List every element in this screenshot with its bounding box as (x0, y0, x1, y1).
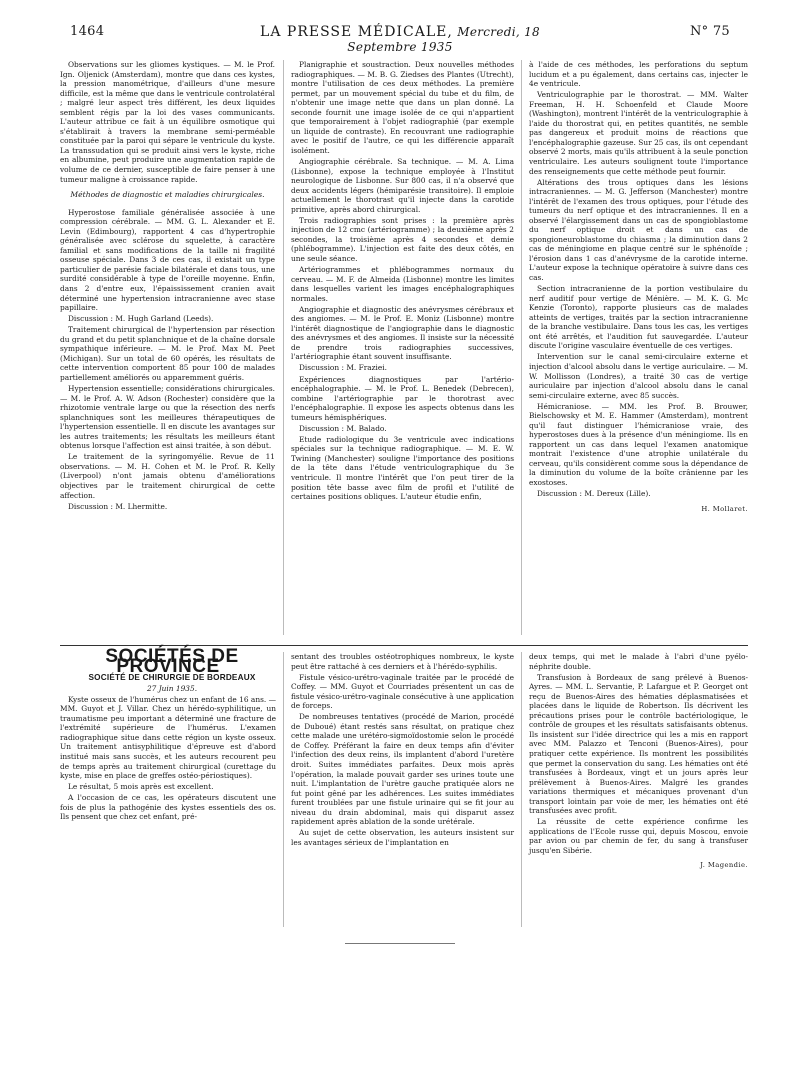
session-date: 27 Juin 1935. (146, 683, 198, 693)
discussion-line: Discussion : M. Lhermitte. (68, 501, 168, 511)
discussion-line: Discussion : M. Hugh Garland (Leeds). (68, 314, 214, 324)
article-angiographie: Angiographie cérébrale. Sa technique. — M. A. Lima (Lisbonne), expose la technique employée à l'Institut neurologique de Lisbonne. Sur 800 cas, il n'a observé que deux accidents légers (hémiparésie transitoire). Il emploie actuellement le thorotrast qu'il injecte dans la carotide primitive, après abord chirurgical. (291, 156, 514, 214)
article-hyperostose: Hyperostose familiale généralisée associée à une compression cérébrale. — MM. G. L. Alexander et E. Levin (Edimbourg), rapportent 4 cas d'hypertrophie généralisée avec sclérose du squelette, à caractère familial et sans modifications de la taille ni fragilité osseuse spéciale. Dans 3 de ces cas, il existait un type particulier de parésie faciale bilatérale et dans tous, une surdité considérable à type de l'oreille moyenne. Enfin, dans 2 d'entre eux, l'épaississement cranien avait déterminé une hypertension intracranienne avec stase papillaire. (60, 207, 275, 313)
discussion-line: Discussion : M. Balado. (299, 423, 387, 433)
article-planigraphie: Planigraphie et soustraction. Deux nouvelles méthodes radiographiques. — M. B. G. Ziedses des Plantes (Utrecht), montre l'utilisation de ces deux méthodes. La première permet, par un mouvement spécial du tube et du film, de n'obtenir une image nette que dans un plan donné. La seconde fournit une image isolée de ce qui n'appartient que temporairement à l'objet radiographié (par exemple un liquide de contraste). En recouvrant une radiographie avec le positif de l'autre, ce qui les différencie apparaît isolément. (291, 60, 514, 155)
article-transfusion-cont: La réussite de cette expérience confirme les applications de l'Ecole russe qui, depuis Moscou, envoie par avion ou par chemin de fer, du sang à transfuser jusqu'en Sibérie. (529, 817, 748, 855)
article-result: Le résultat, 5 mois après est excellent. (68, 782, 214, 792)
end-rule (345, 943, 455, 944)
article-meniere: Section intracranienne de la portion vestibulaire du nerf auditif pour vertige de Ménière. — M. K. G. Mc Kenzie (Toronto), rapporte plusieurs cas de malades atteints de vertiges, traités par la section intracranienne de la branche vestibulaire. Dans tous les cas, les vertiges ont été arrêtés, et l'audition fut sauvegardée. L'auteur discute l'origine vasculaire éventuelle de ces vertiges. (529, 284, 748, 351)
article-syringomyelie: Le traitement de la syringomyélie. Revue de 11 observations. — M. H. Cohen et M. le Prof. R. Kelly (Liverpool) n'ont jamais obtenu d'améliorations objectives par le traitement chirurgical de cette affection. (60, 452, 275, 500)
article-fistule: Fistule vésico-urétro-vaginale traitée par le procédé de Coffey. — MM. Guyot et Courriades présentent un cas de fistule vésico-urétro-vaginale consécutive à une application de forceps. (291, 672, 514, 711)
author-signature: H. Mollaret. (701, 504, 748, 513)
article-3e-ventricule: Etude radiologique du 3e ventricule avec indications spéciales sur la technique radiographique. — M. E. W. Twining (Manchester) souligne l'importance des positions de la tête dans l'étude ventriculographique du 3e ventricule. Il montre l'intérêt que l'on peut tirer de la position tête basse avec film de profil et l'utilité de certaines positions obliques. L'auteur étudie enfin, (291, 434, 514, 502)
article-fistule-note: Au sujet de cette observation, les auteurs insistent sur les avantages sérieux de l'implantation en (291, 828, 514, 847)
discussion-line: Discussion : M. Fraziei. (299, 363, 388, 373)
column-5 (291, 652, 514, 849)
article-splanchnique: Traitement chirurgical de l'hypertension par résection du grand et du petit splanchnique et de la chaîne dorsale sympathique inférieure. — M. le Prof. Max M. Peet (Michigan). Sur un total de 60 opérés, les résultats de cette intervention comportent 85 pour 100 de malades partiellement améliorés ou apparemment guéris. (60, 325, 275, 382)
running-head (70, 24, 730, 54)
article-gliomes: Observations sur les gliomes kystiques. — M. le Prof. Ign. Oljenick (Amsterdam), montre que dans ces kystes, la pression manométrique, d'ailleurs d'une mesure difficile, est la même que dans le ventricule controlatéral ; malgré leur aspect très différent, les deux liquides semblent régis par la loi des vases communicants. L'auteur attribue ce fait à un équilibre osmotique qui s'établirait à travers la membrane semi-perméable constituée par la paroi qui sépare le ventricule du kyste. La transsudation qui se produit ainsi vers le kyste, riche en albumine, peut produire une augmentation rapide de volume de ce dernier, susceptible de faire penser à une tumeur maligne à croissance rapide. (60, 60, 275, 184)
article-anevrysmes: Angiographie et diagnostic des anévrysmes cérébraux et des angiomes. — M. le Prof. E. Moniz (Lisbonne) montre l'intérêt diagnostique de l'angiographie dans le diagnostic des anévrysmes et des angiomes. Il insiste sur la nécessité de prendre trois radiographies successives, l'artériographie étant souvent insuffisante. (291, 304, 514, 362)
journal-name: LA PRESSE MÉDICALE, (260, 24, 453, 40)
section-title: SOCIÉTÉS DE PROVINCE (105, 646, 239, 677)
issue-number: N° 75 (689, 24, 730, 39)
society-name: SOCIÉTÉ DE CHIRURGIE DE BORDEAUX (88, 672, 256, 682)
column-1 (60, 60, 275, 513)
author-signature: J. Magendie. (700, 861, 748, 870)
column-divider (521, 60, 522, 635)
article-continuation: sentant des troubles ostéotrophiques nombreux, le kyste peut être rattaché à ces derniers et à l'hérédo-syphilis. (291, 652, 514, 671)
column-divider (283, 652, 284, 927)
article-continuation: deux temps, qui met le malade à l'abri d'une pyélo-néphrite double. (529, 652, 748, 671)
article-thorostrat: Ventriculographie par le thorostrat. — MM. Walter Freeman, H. H. Schoenfeld et Claude Moore (Washington), montrent l'intérêt de la ventriculographie à l'aide du thorostrat qui, en petites quantités, ne semble pas dangereux et produit moins de réactions que l'encéphalographie gazeuse. Sur 25 cas, ils ont cependant observé 2 morts, mais qu'ils attribuent à la seule ponction ventriculaire. Les auteurs soulignent toute l'importance des renseignements que cette méthode peut fournir. (529, 90, 748, 176)
article-hemicraniose: Hémicraniose. — MM. les Prof. B. Brouwer, Bielschowsky et M. E. Hammer (Amsterdam), montrent qu'il faut distinguer l'hémicraniose vraie, des hyperostoses dues à la présence d'un méningiome. Ils en rapportent un cas dans lequel l'examen anatomique montrait l'existence d'une atrophie unilatérale du cerveau, qu'ils considèrent comme sous la dépendance de la diminution du volume de la boîte crânienne par les exostoses. (529, 401, 748, 488)
subsection-heading: Méthodes de diagnostic et maladies chirurgicales. (70, 190, 265, 200)
column-2 (291, 60, 514, 503)
article-pathogenie: A l'occasion de ce cas, les opérateurs discutent une fois de plus la pathogénie des kystes essentiels des os. Ils pensent que chez cet enfant, pré- (60, 793, 276, 822)
article-arteriogrammes: Artériogrammes et phlébogrammes normaux du cerveau. — M. F. de Almeida (Lisbonne) montre les limites dans lesquelles varient les images encéphalographiques normales. (291, 264, 514, 303)
column-3 (529, 60, 748, 516)
article-trous-optiques: Altérations des trous optiques dans les lésions intracraniennes. — M. G. Jefferson (Manchester) montre l'intérêt de l'examen des trous optiques, pour l'étude des tumeurs du nerf optique et des intracraniennes. Il en a observé l'élargissement dans un cas de spongioblastome du nerf optique droit et dans un cas de spongioneuroblastome du chiasma ; la diminution dans 2 cas de méningiome en plaque centré sur le sphénoïde ; l'érosion dans 1 cas d'anévrysme de la carotide interne. L'auteur expose la technique opératoire à suivre dans ces cas. (529, 177, 748, 283)
article-kyste-osseux: Kyste osseux de l'humérus chez un enfant de 16 ans. — MM. Guyot et J. Villar. Chez un hérédo-syphilitique, un traumatisme peu important a déterminé une fracture de l'extrémité supérieure de l'humérus. L'examen radiographique situe dans cette région un kyste osseux. Un traitement antisyphilitique d'épreuve est d'abord institué mais sans succès, et les auteurs recourent peu de temps après au traitement chirurgical (curettage du kyste, mise en place de greffes ostéo-périostiques). (60, 694, 276, 781)
column-divider (283, 60, 284, 635)
column-4 (60, 646, 276, 823)
article-fistule-cont: De nombreuses tentatives (procédé de Marion, procédé de Duboué) étant restés sans résultat, on pratique chez cette malade une urétéro-sigmoïdostomie selon le procédé de Coffey. Préférant la faire en deux temps afin d'éviter l'infection des deux reins, ils implantent d'abord l'uretère droit. Suites immédiates parfaites. Deux mois après l'opération, la malade pouvait garder ses urines toute une nuit. L'implantation de l'urètre gauche pratiquée alors ne fut point gêné par les adhérences. Les suites immédiates furent troublées par une fistule urinaire qui se fit jour au niveau du drain abdominal, mais qui disparut assez rapidement après ablation de la sonde urétérale. (291, 712, 514, 827)
article-angiographie-cont: Trois radiographies sont prises : la première après injection de 12 cmc (artériogramme) ; la deuxième après 2 secondes, la troisième après 4 secondes et demie (phlébogramme). L'injection est faite des deux côtés, en une seule séance. (291, 215, 514, 263)
discussion-line: Discussion : M. Dereux (Lille). (537, 489, 651, 499)
article-canal-semi-circulaire: Intervention sur le canal semi-circulaire externe et injection d'alcool absolu dans le vertige auriculaire. — M. W. Mollisson (Londres), a traité 30 cas de vertige auriculaire par injection d'alcool absolu dans le canal semi-circulaire externe, avec 85 succès. (529, 352, 748, 400)
journal-title-date (230, 24, 570, 55)
issue-date: Mercredi, 18 Septembre 1935 (347, 25, 540, 54)
article-continuation: à l'aide de ces méthodes, les perforations du septum lucidum et a pu également, dans certains cas, injecter le 4e ventricule. (529, 60, 748, 89)
article-hypertension: Hypertension essentielle; considérations chirurgicales. — M. le Prof. A. W. Adson (Rochester) considère que la rhizotomie ventrale large ou que la résection des nerfs splanchniques sont les meilleures thérapeutiques de l'hypertension essentielle. Il en discute les avantages sur les autres traitements; les résultats les meilleurs étant obtenus lorsque l'affection est ainsi traitée, à son début. (60, 384, 275, 451)
page-number: 1464 (70, 24, 105, 39)
article-arterio-encephalo: Expériences diagnostiques par l'artério-encéphalographie. — M. le Prof. L. Benedek (Debrecen), combine l'artériographie par le thorotrast avec l'encéphalographie. Il expose les aspects obtenus dans les tumeurs hémisphériques. (291, 374, 514, 422)
column-6 (529, 652, 748, 873)
article-transfusion: Transfusion à Bordeaux de sang prélevé à Buenos-Ayres. — MM. L. Servantie, P. Lafargue et P. Georget ont reçu de Buenos-Aires des hématies déplasmatisées et placées dans le liquide de Robertson. Ils décrivent les précautions prises pour le contrôle bactériologique, le contrôle de groupes et les résultats satisfaisants obtenus. Ils insistent sur l'idée directrice qui les a mis en rapport avec MM. Palazzo et Tenconi (Buenos-Aires), pour pratiquer cette expérience. Ils montrent les possibilités que permet la conservation du sang. Les hématies ont été transfusées à Bordeaux, vingt et un jours après leur prélèvement à Buenos-Aires. Malgré les grandes variations thermiques et mécaniques provenant d'un transport lointain par voie de mer, les hématies ont été transfusées avec profit. (529, 672, 748, 816)
column-divider (521, 652, 522, 927)
